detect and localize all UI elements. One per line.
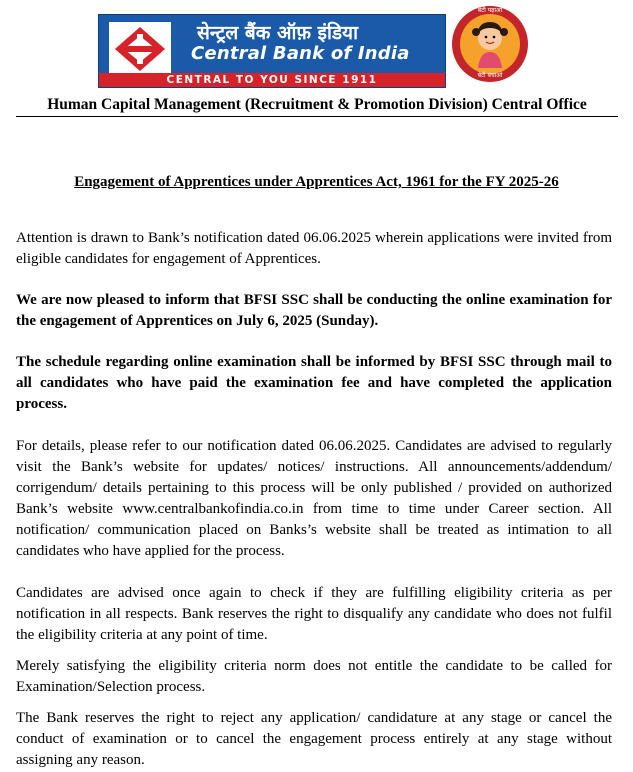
- paragraph-rights: The Bank reserves the right to reject any application/ candidature at any stage or cancel the conduct of examination or to cancel the engagement process entirely at any stage without assigning any reason.: [16, 710, 612, 768]
- paragraph-details: For details, please refer to our notification dated 06.06.2025. Candidates are advised to regularly visit the Bank’s website for updates/ notices/ instructions. All announcements/addendum/ corrigendum/ details pertaining to this process will be only published / provided on authorized Bank’s website www.centralbankofindia.co.in from time to time under Career section. All notification/ communication placed on Banks’s website shall be treated as intimation to all candidates who have applied for the process.: [16, 438, 612, 559]
- logo-english-text: Central Bank of India: [191, 43, 410, 64]
- bank-emblem-icon: [109, 22, 171, 76]
- bank-logo: [98, 14, 446, 88]
- paragraph-norm: Merely satisfying the eligibility criteria norm does not entitle the candidate to be called for Examination/Selection process.: [16, 658, 612, 695]
- department-heading: Human Capital Management (Recruitment & Promotion Division) Central Office: [16, 96, 618, 117]
- mascot-bottom-text: बेटी बचाओ: [477, 72, 503, 79]
- paragraph-attention: Attention is drawn to Bank’s notification dated 06.06.2025 wherein applications were invited from eligible candidates for engagement of Apprentices.: [16, 230, 612, 267]
- mascot-top-text: बेटी पढ़ाओ: [477, 7, 503, 14]
- paragraph-eligibility: Candidates are advised once again to check if they are fulfilling eligibility criteria as per notification in all respects. Bank reserves the right to disqualify any candidate who does not fulfil the eligibility criteria at any point of time.: [16, 585, 612, 643]
- paragraph-exam-announcement: We are now pleased to inform that BFSI SSC shall be conducting the online examination for the engagement of Apprentices on July 6, 2025 (Sunday).: [16, 292, 612, 329]
- logo-tagline: CENTRAL TO YOU SINCE 1911: [99, 73, 445, 87]
- notice-subject: Engagement of Apprentices under Apprentices Act, 1961 for the FY 2025-26: [74, 174, 559, 190]
- paragraph-schedule: The schedule regarding online examination shall be informed by BFSI SSC through mail to all candidates who have paid the examination fee and have completed the application process.: [16, 354, 612, 412]
- logo-hindi-text: सेन्ट्रल बैंक ऑफ़ इंडिया: [197, 22, 358, 44]
